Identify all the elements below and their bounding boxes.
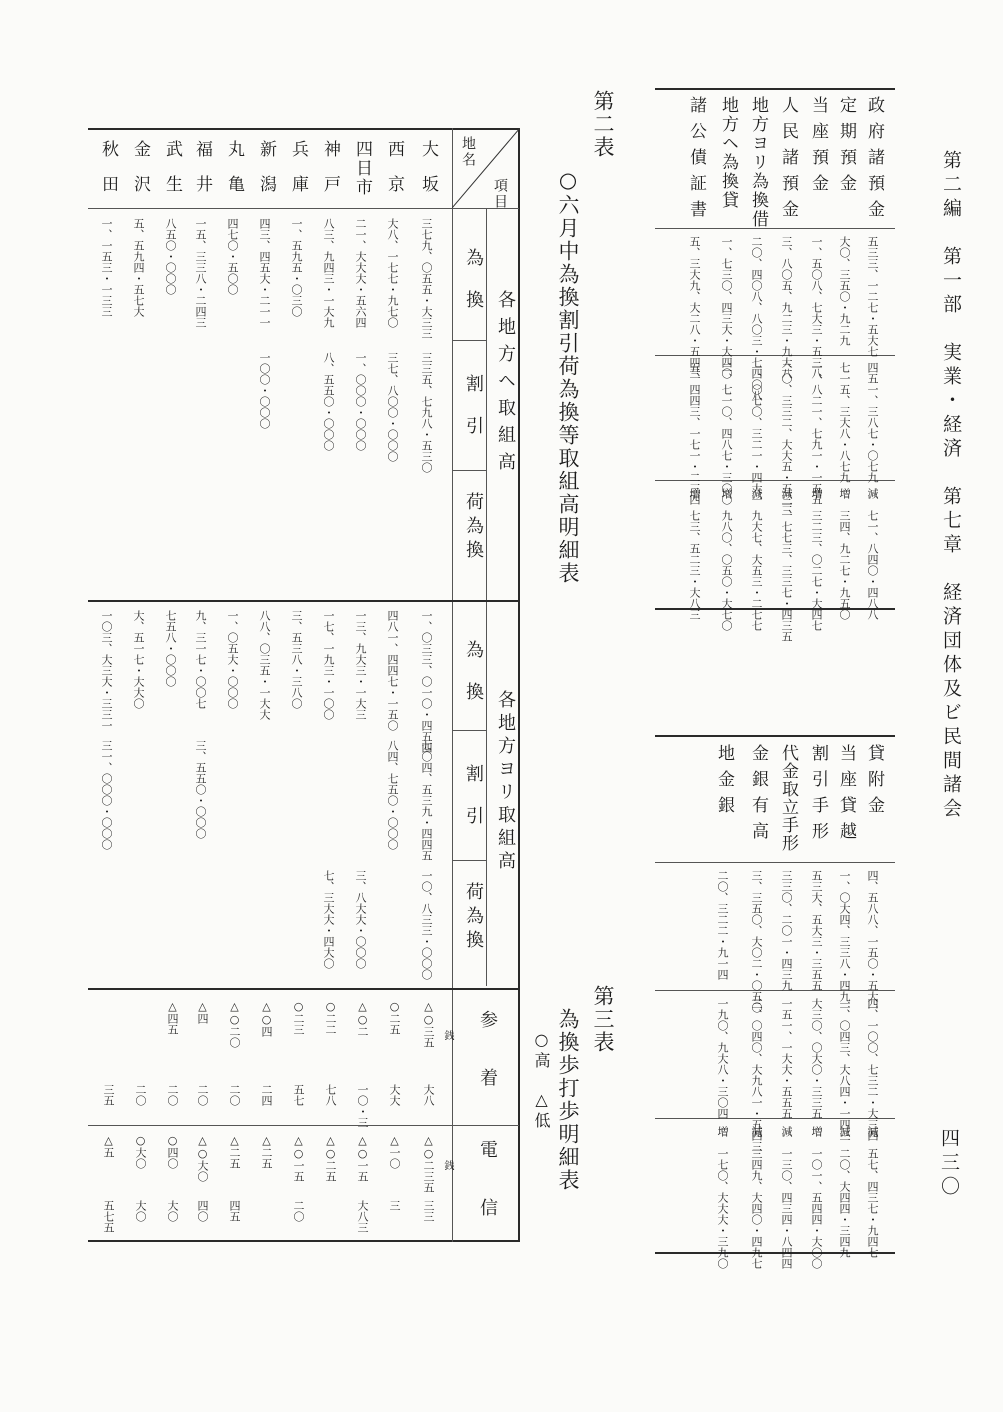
bottom-row-value-1: 五三大、五大三・三五五 <box>810 870 823 991</box>
mail-rate-b: 大大 <box>388 1084 401 1106</box>
to-exchange-value: 大八、一七七・九七〇 <box>386 218 399 328</box>
to-exchange-value: 四七〇・五〇〇 <box>226 218 239 295</box>
place-name: 丸亀 <box>224 140 244 210</box>
tel-rate-a: △二五 <box>228 1134 241 1169</box>
top-table-rule-top <box>655 88 895 90</box>
bottom-row-value-3: 減 二〇、大四四・三四九 <box>838 1126 851 1258</box>
top-row-value-1: 二〇、四〇八、八〇三・七四〇八 <box>750 236 763 401</box>
unit-mail: 銭 <box>442 1030 453 1040</box>
top-row-value-3: 増 三二三、〇二七・大四七 <box>810 488 823 631</box>
tel-rate-a: △○一五 <box>356 1134 369 1182</box>
top-row-label: 定期預金 <box>836 96 856 200</box>
tel-rate-a: △五 <box>102 1134 115 1158</box>
bottom-row-label: 金銀有高 <box>748 744 768 848</box>
top-row-label: 地方ヨリ為換借 <box>748 96 768 229</box>
tel-rate-b: 五七五 <box>102 1200 115 1233</box>
mail-rate-b: 二〇 <box>134 1084 147 1106</box>
to-exchange-value: 三七九、〇五五・大三三 <box>420 218 433 339</box>
table2-title: ○六月中為換割引荷為換等取組高明細表 <box>556 168 580 585</box>
bottom-row-value-1: 三、三五〇、大〇二・〇五〇 <box>750 870 763 1013</box>
tel-rate-b: 三 <box>388 1200 401 1211</box>
to-discount-value: 一〇〇・〇〇〇 <box>258 352 271 429</box>
tel-rate-a: △○一五 <box>292 1134 305 1182</box>
top-row-value-2: 二〇、三三二、大大五・五三三 <box>780 362 793 516</box>
group-header-to: 各地方ヘ取組高 <box>495 290 516 479</box>
place-name: 秋田 <box>98 140 118 210</box>
tel-rate-b: 大〇 <box>134 1200 147 1222</box>
top-row-label: 人民諸預金 <box>778 96 798 226</box>
bottom-row-value-1: 三三〇、二〇一・四三九 <box>780 870 793 991</box>
top-row-label: 諸公債証書 <box>686 96 706 226</box>
mail-rate-b: 二四 <box>260 1084 273 1106</box>
bottom-row-value-1: 二〇、三二二・九一四 <box>716 870 729 980</box>
from-discount-value: 七〇四、五三九・四四五 <box>420 740 433 861</box>
table3-title: 為換歩打歩明細表 <box>556 1008 580 1192</box>
mail-rate-b: 五七 <box>292 1084 305 1106</box>
bottom-row-value-3: 増 一七〇、大大大・三九〇 <box>716 1126 729 1269</box>
mail-rate-b: 二〇 <box>196 1084 209 1106</box>
mail-rate-a: ○二三 <box>292 1000 305 1035</box>
bottom-row-label: 代金取立手形 <box>778 744 798 852</box>
from-exchange-value: 一〇三、大三大・三三一 <box>100 610 113 731</box>
top-row-value-1: 一、七三〇、四三大・大四〇 <box>720 236 733 379</box>
to-discount-value: 三七、八〇〇・〇〇〇 <box>386 352 399 462</box>
tel-rate-a: △○二五 <box>324 1134 337 1182</box>
bottom-row-value-3: 減 一三〇、四三四・八四四 <box>780 1126 793 1269</box>
place-name: 四日市 <box>352 140 372 197</box>
to-exchange-value: 四三、四五大・二一一 <box>258 218 271 328</box>
tel-rate-b: 四五 <box>228 1200 241 1222</box>
top-row-label: 政府諸預金 <box>864 96 884 226</box>
from-documentary-value: 一〇、八三三・〇〇〇 <box>420 870 433 980</box>
to-exchange-value: 一、五九五・〇三〇 <box>290 218 303 317</box>
sub-from-documentary: 荷為換 <box>463 882 484 954</box>
top-row-value-1: 一、五〇八、七大三・五三八 <box>810 236 823 379</box>
mail-rate-a: ○二五 <box>388 1000 401 1035</box>
place-name: 大坂 <box>418 140 438 210</box>
sub-to-exchange: 為換 <box>463 248 484 332</box>
divider-mail-tel <box>88 1125 519 1126</box>
mail-rate-a: △○二〇 <box>228 1000 241 1048</box>
to-discount-value: 三三五、七九八・五三〇 <box>420 352 433 473</box>
mail-rate-a: △○二 <box>356 1000 369 1037</box>
bottom-row-label: 地金銀 <box>714 744 734 822</box>
tel-rate-b: 大〇 <box>166 1200 179 1222</box>
top-row-value-3: 増 七三、五二三・大八三 <box>688 488 701 620</box>
mail-rate-b: 大八 <box>422 1084 435 1106</box>
to-exchange-value: 八五〇・〇〇〇 <box>164 218 177 295</box>
from-exchange-value: 四八一、四四七・一五〇 <box>386 610 399 731</box>
top-row-value-3: 減 七一、八四〇・四八八 <box>866 488 879 620</box>
mail-rate-b: 七八 <box>324 1084 337 1106</box>
top-row-value-2: 一、八二一、七九一・一五五 <box>810 362 823 505</box>
bottom-row-label: 貸附金 <box>864 744 884 822</box>
tel-rate-a: △一〇 <box>388 1134 401 1169</box>
from-exchange-value: 九、三一七・〇〇七 <box>194 610 207 709</box>
mail-rate-b: 二〇 <box>228 1084 241 1106</box>
bottom-row-value-2: 大三〇、〇大〇・三三五 <box>810 998 823 1119</box>
top-row-value-3: 減一、七七三、三三七・四三五 <box>780 488 793 642</box>
to-discount-value: 一、〇〇〇・〇〇〇 <box>354 352 367 451</box>
top-row-label: 地方ヘ為換貸 <box>718 96 738 210</box>
running-header: 第二編 第一部 実業・経済 第七章 経済団体及ビ民間諸会 <box>940 150 962 822</box>
place-name: 福井 <box>192 140 212 210</box>
to-exchange-value: 一五、三三八・二四三 <box>194 218 207 328</box>
bottom-table-rule-bottom <box>655 1252 895 1254</box>
sub-to-discount: 割引 <box>463 374 484 458</box>
place-name: 神戸 <box>320 140 340 210</box>
tel-rate-a: ○大〇 <box>134 1134 147 1169</box>
mail-rate-a: △四五 <box>166 1000 179 1035</box>
tel-rate-b: 三三 <box>422 1200 435 1222</box>
sub-to-documentary: 荷為換 <box>463 492 484 564</box>
from-exchange-value: 一、〇五大・〇〇〇 <box>226 610 239 709</box>
top-row-value-1: 大〇、三五〇・九二九 <box>838 236 851 346</box>
to-discount-value: 八、五五〇・〇〇〇 <box>322 352 335 451</box>
top-row-value-3: 増 三四、九二七・九五〇 <box>838 488 851 620</box>
corner-label-bottom: 地名 <box>460 136 476 168</box>
place-name: 西京 <box>384 140 404 210</box>
corner-label-top: 項目 <box>492 178 508 210</box>
top-row-value-3: 増 九八〇、〇五〇・大七〇 <box>720 488 733 631</box>
main-table-right <box>518 128 520 1242</box>
from-exchange-value: 七五八・〇〇〇 <box>164 610 177 687</box>
bottom-row-label: 当座貸越 <box>836 744 856 848</box>
bottom-row-value-3: 減 五七、四三七・九四七 <box>866 1126 879 1258</box>
from-exchange-value: 一七、一九三・一〇〇 <box>322 610 335 720</box>
place-name: 新潟 <box>256 140 276 210</box>
top-row-value-2: 七一五、三大八・八七九 <box>838 362 851 483</box>
from-discount-value: 三一、〇〇〇・〇〇〇 <box>100 740 113 850</box>
divider-table2-table3 <box>88 988 519 990</box>
table3-legend: ○高 △低 <box>532 1030 551 1131</box>
from-documentary-value: 三、八大大・〇〇〇 <box>354 870 367 969</box>
bottom-row-value-1: 四、五八八、一五〇・五大一 <box>866 870 879 1013</box>
mail-rate-a: △○三五 <box>422 1000 435 1048</box>
top-row-value-2: 四五一、三八七・〇七九 <box>866 362 879 483</box>
bottom-row-value-3: 減 三四九、大四〇・四九七 <box>750 1126 763 1269</box>
from-discount-value: 八四、七五〇・〇〇〇 <box>386 740 399 850</box>
top-row-label: 当座預金 <box>808 96 828 200</box>
header-mail: 参着 <box>477 1010 498 1126</box>
top-row-value-1: 三、八〇五、九二三・九大八 <box>780 236 793 379</box>
from-exchange-value: 一三、九大三・一大三 <box>354 610 367 720</box>
place-name: 兵庫 <box>288 140 308 210</box>
place-name: 武生 <box>162 140 182 210</box>
header-telegraph: 電信 <box>477 1140 498 1256</box>
bottom-row-value-2: 一、〇四三、大八四・一四三 <box>838 998 851 1141</box>
bottom-row-label: 割引手形 <box>808 744 828 848</box>
bottom-row-value-2: 三、〇四〇、大九八一・五四三 <box>750 998 763 1152</box>
place-name: 金沢 <box>130 140 150 210</box>
tel-rate-a: ○四〇 <box>166 1134 179 1169</box>
tel-rate-b: 大八三 <box>356 1200 369 1233</box>
from-documentary-value: 七、三大大・四大〇 <box>322 870 335 969</box>
from-exchange-value: 一、〇三三、〇一〇・四五四 <box>420 610 433 753</box>
main-table-bottom <box>88 1240 520 1242</box>
table3-label: 第三表 <box>591 985 615 1054</box>
top-row-value-2: 五、四四三、一七一・二三四 <box>688 362 701 505</box>
from-discount-value: 三、五五〇・〇〇〇 <box>194 740 207 839</box>
table2-label: 第二表 <box>591 90 615 159</box>
sub-from-exchange: 為換 <box>463 640 484 724</box>
sub-from-discount: 割引 <box>463 764 484 848</box>
top-row-value-1: 五三三、一二七・五大七 <box>866 236 879 357</box>
group-header-from: 各地方ヨリ取組高 <box>495 690 516 874</box>
to-exchange-value: 八三、九四三・一大九 <box>322 218 335 328</box>
mail-rate-a: △四 <box>196 1000 209 1024</box>
divider-group1-group2 <box>88 600 519 602</box>
tel-rate-a: △二五 <box>260 1134 273 1169</box>
from-exchange-value: 三、五三八・三八〇 <box>290 610 303 709</box>
to-exchange-value: 二一、大大大・五六四 <box>354 218 367 328</box>
top-row-value-1: 五、三大九、大二八・五四三 <box>688 236 701 379</box>
mail-rate-b: 三五 <box>102 1084 115 1106</box>
to-exchange-value: 一、一五三・一三三 <box>100 218 113 317</box>
tel-rate-b: 二〇 <box>292 1200 305 1222</box>
mail-rate-a: ○二二 <box>324 1000 337 1035</box>
top-row-value-2: 一、〇七〇、三二一・四大一 <box>750 362 763 505</box>
from-exchange-value: 大、五一七・大大〇 <box>132 610 145 709</box>
bottom-row-value-2: 一九〇、九大八・三〇四 <box>716 998 729 1119</box>
tel-rate-b: 四〇 <box>196 1200 209 1222</box>
bottom-row-value-2: 四、一〇〇、七三二・大三四 <box>866 998 879 1141</box>
mail-rate-b: 一〇・三 <box>356 1084 369 1128</box>
from-exchange-value: 八八、〇三五・一大大 <box>258 610 271 720</box>
bottom-row-value-1: 一、〇大四、三三八・四九一 <box>838 870 851 1013</box>
header-column-divider <box>452 128 453 1242</box>
top-row-value-3: 減 九大七、大五三・二七七 <box>750 488 763 631</box>
page-number: 四三〇 <box>938 1128 960 1200</box>
tel-rate-a: △○二三五 <box>422 1134 435 1193</box>
group-header-divider <box>486 208 487 986</box>
unit-tel: 銭 <box>442 1160 453 1170</box>
mail-rate-b: 二〇 <box>166 1084 179 1106</box>
tel-rate-a: △○大〇 <box>196 1134 209 1182</box>
bottom-table-rule-top <box>655 735 895 737</box>
top-row-value-2: 二、七一〇、四八七・三〇〇 <box>720 362 733 505</box>
to-exchange-value: 五、五九四・五七大 <box>132 218 145 317</box>
bottom-row-value-3: 増 一〇一、五四四・大〇〇 <box>810 1126 823 1269</box>
mail-rate-a: △○四 <box>260 1000 273 1037</box>
bottom-row-value-2: 一五一、一大大・五五五 <box>780 998 793 1119</box>
